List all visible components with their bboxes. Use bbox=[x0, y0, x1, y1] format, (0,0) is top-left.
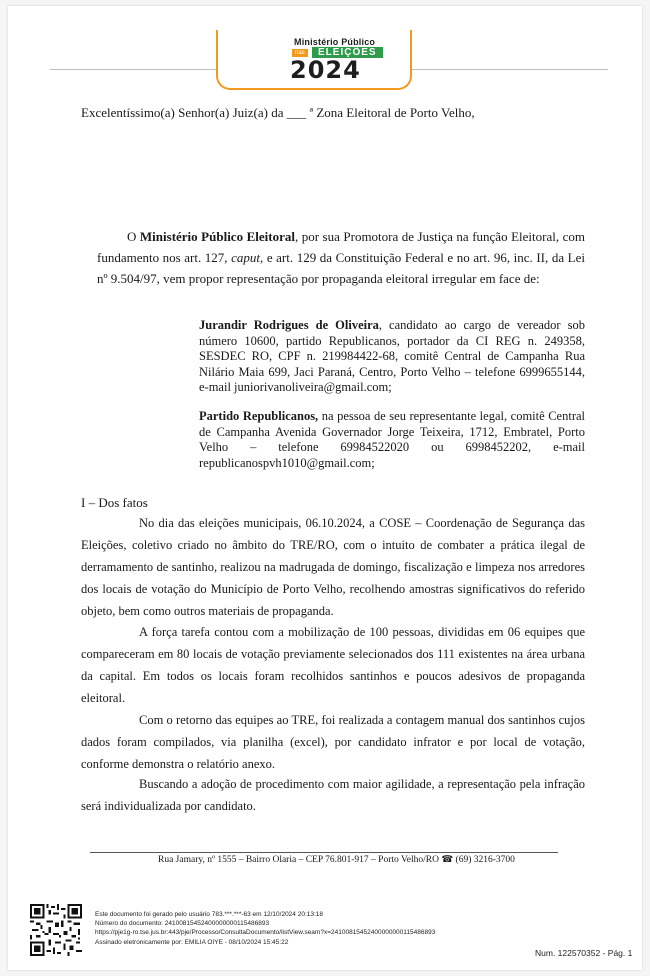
body-paragraph-3: Com o retorno das equipes ao TRE, foi realizada a contagem manual dos santinhos cujos dados foram compilados, via planilha (excel), por candidato infrator e por local de votação, conforme demonstra o relatório anexo. bbox=[81, 713, 585, 771]
addressee: Excelentíssimo(a) Senhor(a) Juiz(a) da ___ ª Zona Eleitoral de Porto Velho, bbox=[81, 105, 475, 120]
intro-mid2: e art. 129 da Constituição Federal e no art. 96, inc. II, da Lei nº 9.504/97, vem propor representação por propaganda eleitoral irregular em face de: bbox=[97, 250, 585, 286]
party-republicanos bbox=[199, 409, 585, 471]
body-paragraph-2: A força tarefa contou com a mobilização de 100 pessoas, divididas em 06 equipes que compareceram em 80 locais de votação previamente selecionados dos 111 existentes na área urbana da capital. Em todos os locais foram recolhidos santinhos e poucos adesivos de propaganda eleitoral. bbox=[81, 625, 585, 705]
party-candidate-details: , candidato ao cargo de vereador sob número 10600, partido Republicanos, portador da CI REG n. 249358, SESDEC RO, CPF n. 219984422-68, comitê Central de Campanha Rua Nilário Maia 699, Jaci Paraná, Centro, Porto Velho – telefone 6999655144, e-mail juniorivanoliveira@gmail.com; bbox=[199, 318, 585, 394]
header-rule-left bbox=[50, 69, 216, 70]
logo-nas: nas bbox=[292, 49, 308, 57]
party-republicanos-details: na pessoa de seu representante legal, comitê Central de Campanha Avenida Governador Jorge Teixeira, 1712, Embratel, Porto Velho – telefone 69984522020 ou 6998452202, e-mail republicanospvh1010@gmail.com; bbox=[199, 409, 585, 470]
logo-year: 2024 bbox=[290, 56, 361, 84]
intro-paragraph bbox=[97, 226, 585, 289]
logo-org: Ministério Público bbox=[294, 37, 376, 47]
meta-signature: Assinado eletronicamente por: EMILIA OIYE - 08/10/2024 15:45:22 bbox=[95, 939, 289, 946]
body-paragraph-4: Buscando a adoção de procedimento com maior agilidade, a representação pela infração será individualizada por candidato. bbox=[81, 777, 585, 813]
intro-mid1: , por sua Promotora de Justiça na função Eleitoral, com fundamento nos art. 127, bbox=[97, 229, 585, 265]
party-candidate bbox=[199, 318, 585, 396]
body-paragraph-1: No dia das eleições municipais, 06.10.2024, a COSE – Coordenação de Segurança das Eleições, coletivo criado no âmbito do TRE/RO, com o intuito de combater a prática ilegal de derramamento de santinho, realizou na madrugada de domingo, fiscalização e limpeza nos arredores dos locais de votação do Município de Porto Velho, recolhendo amostras significativos do referido objeto, bem como outros materiais de propaganda. bbox=[81, 516, 585, 618]
meta-generated: Este documento foi gerado pelo usuário 783.***.***-63 em 12/10/2024 20:13:18 bbox=[95, 911, 324, 918]
party-candidate-name: Jurandir Rodrigues de Oliveira bbox=[199, 318, 379, 332]
logo-eleicoes: ELEIÇÕES bbox=[312, 47, 383, 58]
footer-rule bbox=[90, 852, 558, 853]
header-rule-right bbox=[408, 69, 608, 70]
qr-code-icon bbox=[30, 904, 82, 956]
meta-document-number: Número do documento: 24100815452400000000115486893 bbox=[95, 920, 270, 927]
document-page bbox=[8, 6, 642, 970]
party-republicanos-name: Partido Republicanos, bbox=[199, 409, 319, 423]
intro-caput: caput, bbox=[231, 250, 264, 265]
intro-pre: O bbox=[127, 229, 140, 244]
page-number: Num. 122570352 - Pág. 1 bbox=[535, 948, 633, 958]
meta-url: https://pje1g-ro.tse.jus.br:443/pje/Processo/ConsultaDocumento/listView.seam?x=24100815452400000000115486893 bbox=[95, 929, 436, 936]
section-title: I – Dos fatos bbox=[81, 495, 148, 510]
footer-address: Rua Jamary, nº 1555 – Bairro Olaria – CEP 76.801-917 – Porto Velho/RO ☎ (69) 3216-3700 bbox=[158, 855, 515, 865]
intro-org: Ministério Público Eleitoral bbox=[139, 229, 295, 244]
